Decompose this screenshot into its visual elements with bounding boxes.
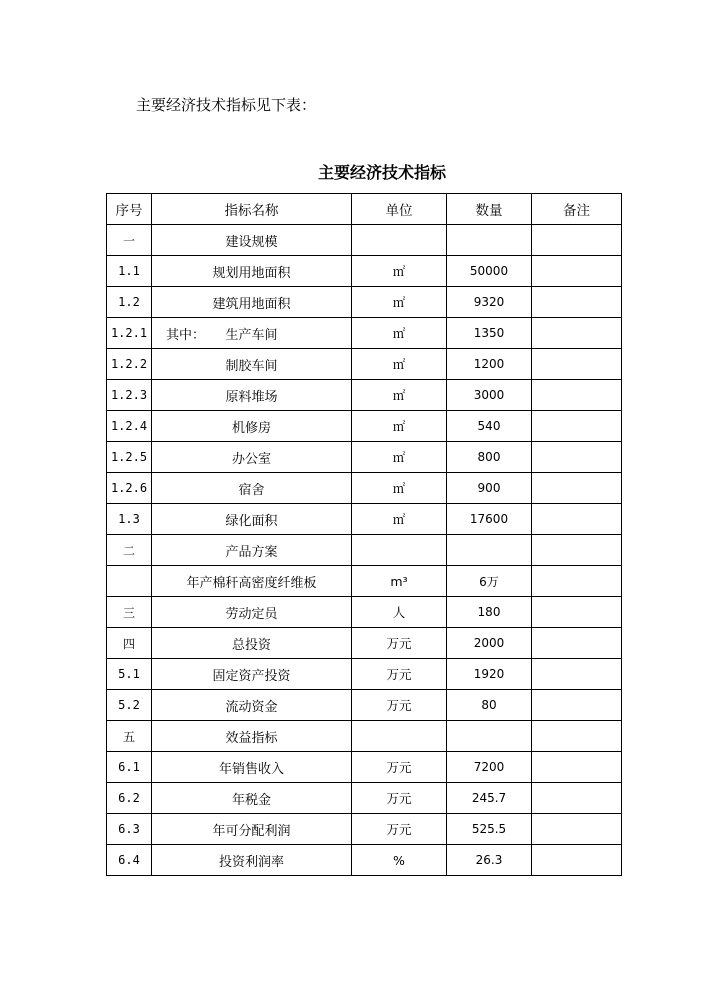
table-row: [107, 566, 622, 597]
row-indicator-name: [152, 473, 352, 504]
row-unit: [352, 845, 447, 876]
row-number-text: 5.2: [118, 698, 140, 712]
row-value-text: 2000: [473, 636, 505, 650]
row-number-text: 五: [122, 729, 135, 744]
row-note: [532, 783, 622, 814]
table-row: [107, 597, 622, 628]
row-unit-text: ㎡: [392, 419, 406, 434]
table-row: [107, 442, 622, 473]
intro-text: 主要经济技术指标见下表：: [136, 96, 317, 114]
row-number-text: 1.2.4: [110, 419, 148, 433]
row-number: [107, 287, 152, 318]
table-row: [107, 380, 622, 411]
row-value-text: 800: [477, 450, 501, 464]
row-unit-text: 万元: [386, 667, 412, 682]
row-unit: [352, 225, 447, 256]
row-value-text: 1200: [473, 357, 505, 371]
row-indicator-name-text: 产品方案: [225, 544, 278, 560]
row-indicator-name-text: 年产棉秆高密度纤维板: [186, 575, 317, 591]
table-row: [107, 752, 622, 783]
row-number: [107, 225, 152, 256]
row-indicator-name-text: 建设规模: [225, 234, 278, 250]
row-unit: [352, 535, 447, 566]
row-value-text: 26.3: [475, 853, 503, 867]
table-row: [107, 814, 622, 845]
row-unit-text: ㎡: [392, 264, 406, 279]
row-unit: [352, 628, 447, 659]
row-unit-text: 万元: [386, 822, 412, 837]
header-name: 指标名称: [152, 194, 352, 225]
row-value: [447, 225, 532, 256]
row-value: [447, 380, 532, 411]
table-row: [107, 628, 622, 659]
row-value: [447, 287, 532, 318]
row-value-text: 1350: [473, 326, 505, 340]
table-row: [107, 535, 622, 566]
row-number: [107, 566, 152, 597]
row-indicator-name: [152, 535, 352, 566]
row-number: [107, 442, 152, 473]
table-row: [107, 504, 622, 535]
row-indicator-name-text: 宿舍: [238, 482, 265, 498]
row-indicator-name: [152, 411, 352, 442]
row-unit-text: ㎡: [392, 357, 406, 372]
row-unit: [352, 566, 447, 597]
row-number-text: 四: [122, 636, 135, 651]
table-row: [107, 349, 622, 380]
row-note: [532, 690, 622, 721]
row-value: [447, 659, 532, 690]
row-unit: [352, 659, 447, 690]
row-number: [107, 256, 152, 287]
row-unit: [352, 504, 447, 535]
row-number-text: 6.1: [118, 760, 140, 774]
row-note: [532, 814, 622, 845]
row-indicator-name: [152, 318, 352, 349]
header-no: 序号: [107, 194, 152, 225]
row-number-text: 二: [122, 543, 135, 558]
table-row: [107, 256, 622, 287]
row-value: [447, 845, 532, 876]
row-indicator-name: [152, 504, 352, 535]
row-value: [447, 721, 532, 752]
row-note: [532, 628, 622, 659]
row-number-text: 5.1: [118, 667, 140, 681]
indicator-table: [106, 193, 622, 876]
row-indicator-name-text: 原料堆场: [225, 389, 278, 405]
row-number-text: 1.3: [118, 512, 140, 526]
row-unit: [352, 380, 447, 411]
row-number-text: 三: [122, 605, 135, 620]
row-unit-text: 万元: [386, 698, 412, 713]
row-indicator-name-text: 总投资: [231, 637, 271, 653]
row-note: [532, 845, 622, 876]
row-unit: [352, 256, 447, 287]
row-indicator-name: [152, 225, 352, 256]
row-unit: [352, 814, 447, 845]
row-indicator-name: [152, 659, 352, 690]
row-value: [447, 473, 532, 504]
table-row: [107, 690, 622, 721]
row-indicator-name-text: 固定资产投资: [212, 668, 291, 684]
row-number-text: 1.2.6: [110, 481, 148, 495]
row-value: [447, 814, 532, 845]
row-note: [532, 504, 622, 535]
row-note: [532, 535, 622, 566]
row-indicator-name: [152, 752, 352, 783]
row-unit-text: m³: [390, 573, 408, 589]
row-indicator-name: [152, 628, 352, 659]
row-number: [107, 814, 152, 845]
row-note: [532, 473, 622, 504]
row-unit-text: ㎡: [392, 512, 406, 527]
row-indicator-name: [152, 597, 352, 628]
row-value: [447, 690, 532, 721]
row-unit-text: 万元: [386, 791, 412, 806]
row-unit-text: 万元: [386, 636, 412, 651]
row-note: [532, 566, 622, 597]
row-indicator-name-text: 效益指标: [225, 730, 278, 746]
row-value-text: 525.5: [471, 822, 507, 836]
row-value-text: 50000: [469, 264, 509, 278]
row-number: [107, 845, 152, 876]
row-value: [447, 318, 532, 349]
header-unit: 单位: [352, 194, 447, 225]
row-number: [107, 721, 152, 752]
row-indicator-name-text: 生产车间: [225, 327, 278, 343]
row-indicator-name-text: 年税金: [231, 792, 271, 808]
row-value-text: 6万: [479, 574, 499, 589]
row-note: [532, 659, 622, 690]
table-row: [107, 318, 622, 349]
row-number: [107, 380, 152, 411]
table-header-row: [107, 194, 622, 225]
row-number-text: 6.3: [118, 822, 140, 836]
row-indicator-name: [152, 783, 352, 814]
row-note: [532, 442, 622, 473]
row-indicator-name: [152, 566, 352, 597]
row-value-text: 900: [477, 481, 501, 495]
table-row: [107, 659, 622, 690]
row-indicator-name: [152, 256, 352, 287]
table-row: [107, 287, 622, 318]
row-value-text: 80: [481, 698, 497, 712]
row-unit: [352, 349, 447, 380]
row-unit-text: %: [393, 852, 405, 868]
row-value: [447, 256, 532, 287]
row-indicator-name-text: 年销售收入: [218, 761, 284, 777]
row-number: [107, 535, 152, 566]
row-number: [107, 752, 152, 783]
row-indicator-name-text: 建筑用地面积: [212, 296, 291, 312]
row-indicator-name-text: 年可分配利润: [212, 823, 291, 839]
row-indicator-name-text: 机修房: [231, 420, 271, 436]
row-number-text: 6.2: [118, 791, 140, 805]
row-number: [107, 504, 152, 535]
row-number-text: 1.2.3: [110, 388, 148, 402]
row-number-text: 1.2.2: [110, 357, 148, 371]
row-unit: [352, 597, 447, 628]
row-number-text: 1.1: [118, 264, 140, 278]
row-indicator-name-text: 投资利润率: [218, 854, 284, 870]
row-indicator-name-text: 绿化面积: [225, 513, 278, 529]
row-note: [532, 287, 622, 318]
row-indicator-name-text: 制胶车间: [225, 358, 278, 374]
row-value-text: 1920: [473, 667, 505, 681]
row-indicator-name-text: 流动资金: [225, 699, 278, 715]
row-value: [447, 566, 532, 597]
row-unit: [352, 318, 447, 349]
row-value: [447, 783, 532, 814]
row-note: [532, 225, 622, 256]
row-indicator-name: [152, 287, 352, 318]
row-indicator-name: [152, 845, 352, 876]
row-note: [532, 597, 622, 628]
table-row: [107, 783, 622, 814]
row-value: [447, 504, 532, 535]
row-indicator-name: [152, 380, 352, 411]
table-row: [107, 225, 622, 256]
row-note: [532, 752, 622, 783]
row-note: [532, 380, 622, 411]
row-note: [532, 721, 622, 752]
table-row: [107, 473, 622, 504]
row-unit-text: 人: [392, 605, 406, 620]
row-number: [107, 318, 152, 349]
row-indicator-name-text: 劳动定员: [225, 606, 278, 622]
row-number: [107, 628, 152, 659]
row-unit: [352, 721, 447, 752]
row-value-text: 3000: [473, 388, 505, 402]
row-unit: [352, 783, 447, 814]
row-value-text: 245.7: [471, 791, 507, 805]
row-value-text: 180: [477, 605, 501, 619]
row-unit: [352, 442, 447, 473]
row-unit-text: ㎡: [392, 295, 406, 310]
row-indicator-name-text: 规划用地面积: [212, 265, 291, 281]
row-indicator-name-text: 办公室: [231, 451, 271, 467]
row-number: [107, 690, 152, 721]
row-number-text: 6.4: [118, 853, 140, 867]
row-note: [532, 349, 622, 380]
row-indicator-name: [152, 690, 352, 721]
row-value: [447, 349, 532, 380]
table-row: [107, 411, 622, 442]
row-unit-text: ㎡: [392, 388, 406, 403]
row-value: [447, 442, 532, 473]
row-value-text: 9320: [473, 295, 505, 309]
row-note: [532, 411, 622, 442]
row-number: [107, 597, 152, 628]
row-note: [532, 256, 622, 287]
row-unit: [352, 287, 447, 318]
row-unit: [352, 690, 447, 721]
row-unit: [352, 411, 447, 442]
row-unit-text: ㎡: [392, 326, 406, 341]
row-number-text: 1.2.5: [110, 450, 148, 464]
row-number: [107, 349, 152, 380]
row-value-text: 540: [477, 419, 501, 433]
row-indicator-name: [152, 814, 352, 845]
row-value-text: 7200: [473, 760, 505, 774]
row-note: [532, 318, 622, 349]
row-value: [447, 411, 532, 442]
row-unit-text: 万元: [386, 760, 412, 775]
row-value: [447, 628, 532, 659]
row-number-text: 1.2.1: [110, 326, 148, 340]
row-number: [107, 783, 152, 814]
row-indicator-name: [152, 721, 352, 752]
row-number-text: 1.2: [118, 295, 140, 309]
row-number-text: 一: [122, 233, 135, 248]
row-unit: [352, 473, 447, 504]
row-indicator-name: [152, 442, 352, 473]
row-unit-text: ㎡: [392, 481, 406, 496]
row-value-text: 17600: [469, 512, 509, 526]
header-value: 数量: [447, 194, 532, 225]
row-value: [447, 597, 532, 628]
row-unit-text: ㎡: [392, 450, 406, 465]
row-unit: [352, 752, 447, 783]
table-row: [107, 845, 622, 876]
row-value: [447, 752, 532, 783]
row-number: [107, 411, 152, 442]
header-note: 备注: [532, 194, 622, 225]
row-number: [107, 473, 152, 504]
table-title: 主要经济技术指标: [317, 163, 446, 182]
row-value: [447, 535, 532, 566]
table-row: [107, 721, 622, 752]
row-indicator-name: [152, 349, 352, 380]
row-name-prefix: 其中：: [166, 327, 206, 343]
row-number: [107, 659, 152, 690]
